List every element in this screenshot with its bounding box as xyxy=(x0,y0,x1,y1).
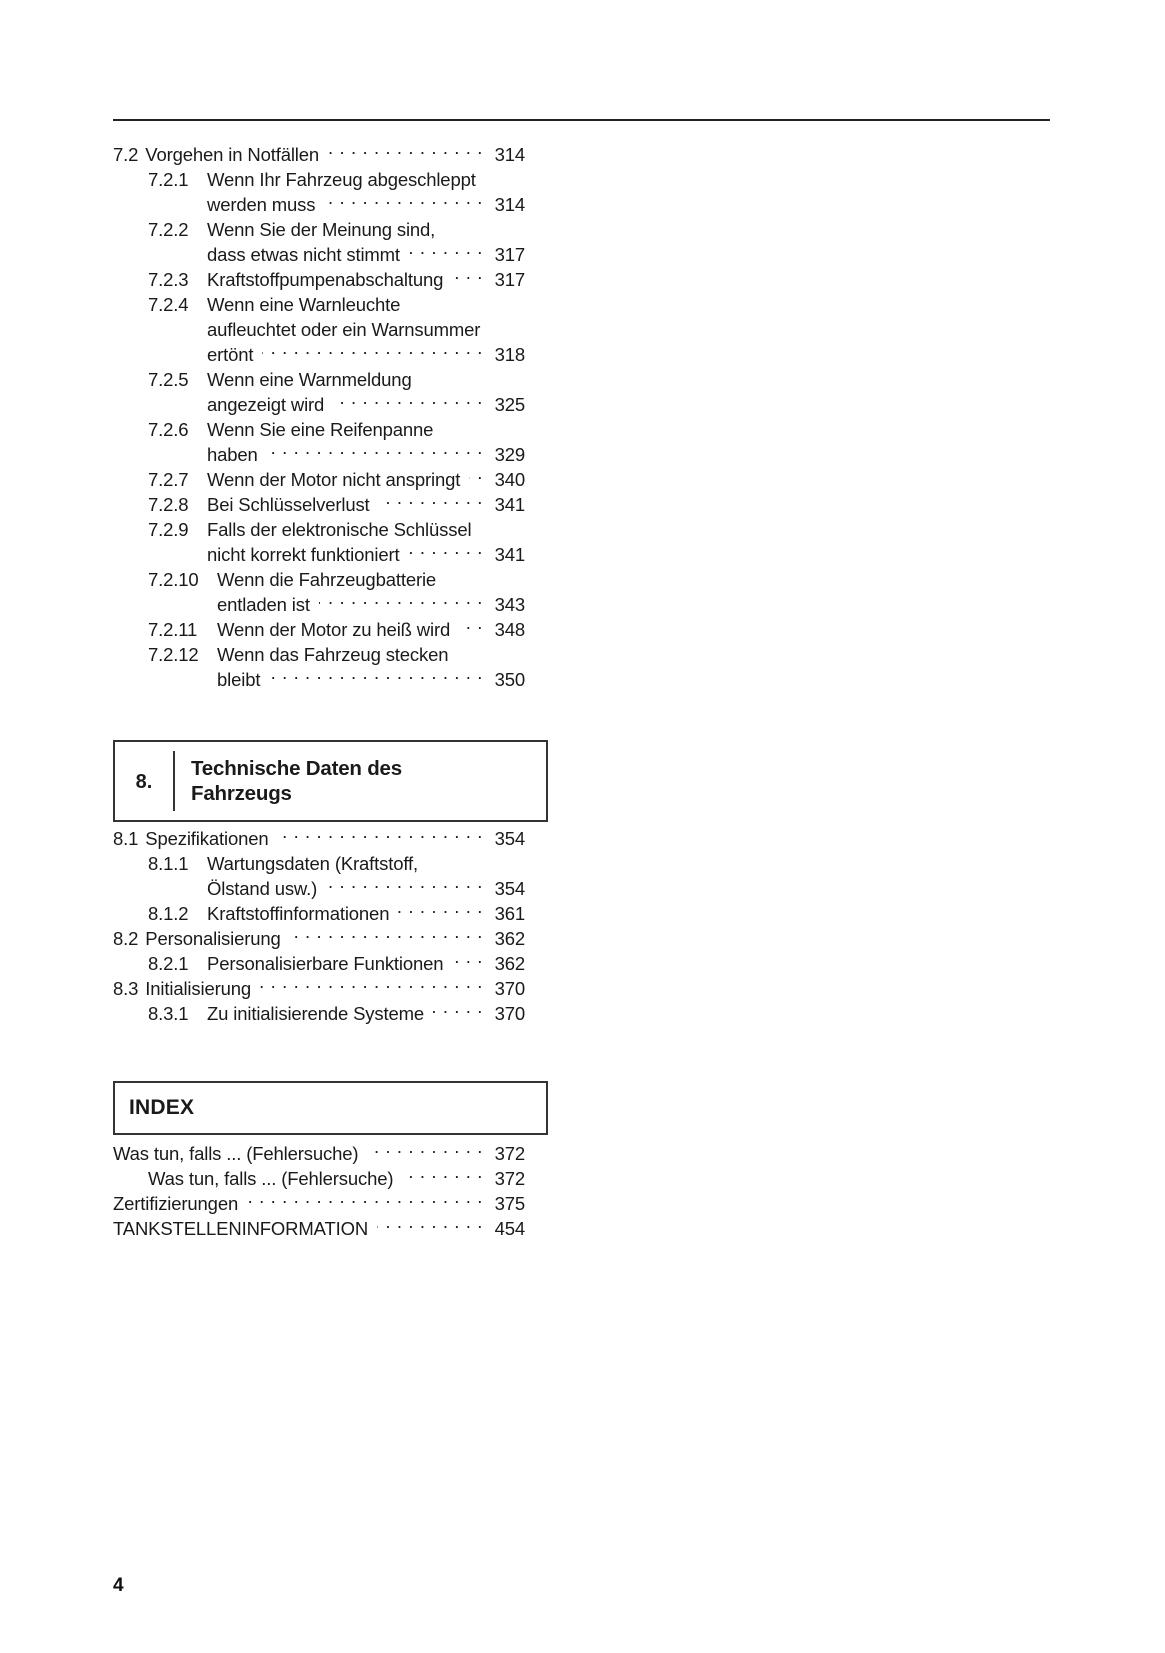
toc-title: Wenn Ihr Fahrzeug abgeschleppt xyxy=(207,169,476,190)
toc-title: Wenn das Fahrzeug stecken xyxy=(217,644,449,665)
toc-entry-continuation[interactable] xyxy=(113,242,525,267)
toc-entry[interactable] xyxy=(113,567,525,592)
toc-title: werden muss xyxy=(207,194,316,215)
toc-title: Wartungsdaten (Kraftstoff, xyxy=(207,853,419,874)
toc-entry[interactable] xyxy=(113,617,525,642)
toc-entry[interactable] xyxy=(113,167,525,192)
index-entry[interactable] xyxy=(113,1141,525,1166)
toc-number: 8.1.2 xyxy=(148,903,189,924)
index-entry-title: TANKSTELLENINFORMATION xyxy=(113,1218,369,1239)
dot-leader xyxy=(367,1142,483,1161)
dot-leader xyxy=(457,643,483,662)
dot-leader xyxy=(459,618,483,637)
dot-leader xyxy=(262,343,483,362)
index-entry-title: Was tun, falls ... (Fehlersuche) xyxy=(148,1168,394,1189)
toc-title: Spezifikationen xyxy=(145,828,269,849)
toc-entry[interactable] xyxy=(113,217,525,242)
toc-number: 7.2.5 xyxy=(148,369,189,390)
toc-entry[interactable] xyxy=(113,851,525,876)
toc-page: 341 xyxy=(494,494,525,515)
dot-leader xyxy=(402,1167,483,1186)
index-entry-page: 372 xyxy=(494,1143,525,1164)
toc-title: Vorgehen in Notfällen xyxy=(145,144,320,165)
toc-section-7 xyxy=(113,142,525,692)
chapter-header-box[interactable] xyxy=(113,740,548,822)
dot-leader xyxy=(260,977,483,996)
toc-page: 350 xyxy=(494,669,525,690)
index-entry-page: 375 xyxy=(494,1193,525,1214)
dot-leader xyxy=(290,927,483,946)
index-entry-title: Zertifizierungen xyxy=(113,1193,239,1214)
toc-entry[interactable] xyxy=(113,292,525,317)
toc-title: nicht korrekt funktioniert xyxy=(207,544,400,565)
toc-entry[interactable] xyxy=(113,517,525,542)
chapter-title-line-2: Fahrzeugs xyxy=(191,782,292,805)
toc-number: 8.1 xyxy=(113,828,139,849)
toc-entry[interactable] xyxy=(113,367,525,392)
toc-entry[interactable] xyxy=(113,976,525,1001)
dot-leader xyxy=(319,593,483,612)
toc-entry[interactable] xyxy=(113,267,525,292)
chapter-title xyxy=(175,742,546,820)
toc-title: Bei Schlüsselverlust xyxy=(207,494,370,515)
page-number: 4 xyxy=(113,1575,124,1596)
toc-entry[interactable] xyxy=(113,492,525,517)
toc-entry[interactable] xyxy=(113,926,525,951)
header-rule xyxy=(113,119,1050,121)
dot-leader xyxy=(409,243,483,262)
toc-number: 7.2 xyxy=(113,144,139,165)
dot-leader xyxy=(247,1192,483,1211)
toc-title: Initialisierung xyxy=(145,978,252,999)
dot-leader xyxy=(469,468,483,487)
toc-entry[interactable] xyxy=(113,901,525,926)
dot-leader xyxy=(398,902,483,921)
toc-number: 8.3.1 xyxy=(148,1003,189,1024)
dot-leader xyxy=(377,1217,483,1236)
dot-leader xyxy=(452,268,483,287)
index-entry-page: 372 xyxy=(494,1168,525,1189)
dot-leader xyxy=(445,568,483,587)
toc-title: Wenn eine Warnleuchte xyxy=(207,294,401,315)
toc-number: 8.3 xyxy=(113,978,139,999)
dot-leader xyxy=(278,827,483,846)
toc-entry[interactable] xyxy=(113,417,525,442)
toc-title: Kraftstoffinformationen xyxy=(207,903,390,924)
toc-title: aufleuchtet oder ein Warnsummer xyxy=(207,319,481,340)
toc-page: 348 xyxy=(494,619,525,640)
toc-number: 7.2.12 xyxy=(148,644,199,665)
toc-number: 7.2.11 xyxy=(148,619,198,640)
dot-leader xyxy=(427,852,483,871)
toc-entry[interactable] xyxy=(113,826,525,851)
toc-title: ertönt xyxy=(207,344,254,365)
toc-title: Wenn eine Warnmeldung xyxy=(207,369,412,390)
toc-title: Personalisierung xyxy=(145,928,281,949)
toc-entry-continuation[interactable] xyxy=(113,192,525,217)
toc-title: Wenn der Motor nicht anspringt xyxy=(207,469,461,490)
dot-leader xyxy=(444,218,483,237)
toc-entry-continuation[interactable] xyxy=(113,342,525,367)
toc-entry[interactable] xyxy=(113,642,525,667)
toc-entry[interactable] xyxy=(113,951,525,976)
index-entry[interactable] xyxy=(113,1191,525,1216)
dot-leader xyxy=(480,518,483,537)
toc-title: bleibt xyxy=(217,669,261,690)
toc-entry-continuation[interactable] xyxy=(113,667,525,692)
index-entry[interactable] xyxy=(113,1166,525,1191)
toc-entry-continuation[interactable] xyxy=(113,592,525,617)
toc-number: 7.2.2 xyxy=(148,219,189,240)
dot-leader xyxy=(421,368,483,387)
toc-title: Zu initialisierende Systeme xyxy=(207,1003,425,1024)
toc-title: Wenn Sie eine Reifenpanne xyxy=(207,419,434,440)
dot-leader xyxy=(324,193,483,212)
toc-title: Wenn Sie der Meinung sind, xyxy=(207,219,436,240)
index-title: INDEX xyxy=(129,1096,195,1119)
dot-leader xyxy=(269,668,483,687)
toc-number: 7.2.1 xyxy=(148,169,189,190)
toc-number: 7.2.6 xyxy=(148,419,189,440)
toc-title: Wenn der Motor zu heiß wird xyxy=(217,619,451,640)
toc-number: 7.2.3 xyxy=(148,269,189,290)
dot-leader xyxy=(333,393,483,412)
toc-page: 329 xyxy=(494,444,525,465)
toc-title: haben xyxy=(207,444,258,465)
toc-entry-continuation[interactable] xyxy=(113,876,525,901)
toc-title: Ölstand usw.) xyxy=(207,878,318,899)
toc-title: Personalisierbare Funktionen xyxy=(207,953,444,974)
toc-number: 7.2.4 xyxy=(148,294,189,315)
toc-page: 370 xyxy=(494,978,525,999)
toc-title: Kraftstoffpumpenabschaltung xyxy=(207,269,444,290)
toc-number: 7.2.10 xyxy=(148,569,199,590)
toc-page: 362 xyxy=(494,953,525,974)
toc-page: 341 xyxy=(494,544,525,565)
dot-leader xyxy=(326,877,483,896)
toc-section-8 xyxy=(113,826,525,1026)
toc-entry-continuation[interactable] xyxy=(113,542,525,567)
toc-number: 7.2.8 xyxy=(148,494,189,515)
toc-number: 7.2.7 xyxy=(148,469,189,490)
index-header-box[interactable] xyxy=(113,1081,548,1135)
index-entry-page: 454 xyxy=(494,1218,525,1239)
chapter-number: 8. xyxy=(135,770,153,793)
toc-page: 354 xyxy=(494,878,525,899)
toc-number: 8.2 xyxy=(113,928,139,949)
dot-leader xyxy=(328,143,483,162)
toc-title: angezeigt wird xyxy=(207,394,325,415)
toc-number: 8.2.1 xyxy=(148,953,189,974)
toc-page: 318 xyxy=(494,344,525,365)
dot-leader xyxy=(409,543,484,562)
toc-page: 354 xyxy=(494,828,525,849)
chapter-title-line-1: Technische Daten des xyxy=(191,757,402,780)
toc-page: 317 xyxy=(494,244,525,265)
toc-entry[interactable] xyxy=(113,142,525,167)
toc-page: 362 xyxy=(494,928,525,949)
toc-title: entladen ist xyxy=(217,594,310,615)
dot-leader xyxy=(267,443,483,462)
toc-page: 314 xyxy=(494,194,525,215)
dot-leader xyxy=(379,493,483,512)
toc-entry[interactable] xyxy=(113,1001,525,1026)
toc-page: 325 xyxy=(494,394,525,415)
toc-page: 340 xyxy=(494,469,525,490)
toc-entry[interactable] xyxy=(113,467,525,492)
toc-page: 314 xyxy=(494,144,525,165)
toc-title: dass etwas nicht stimmt xyxy=(207,244,400,265)
index-entries xyxy=(113,1141,525,1241)
toc-page: 343 xyxy=(494,594,525,615)
toc-page: 317 xyxy=(494,269,525,290)
dot-leader xyxy=(409,293,483,312)
dot-leader xyxy=(442,418,483,437)
dot-leader xyxy=(452,952,483,971)
toc-number: 8.1.1 xyxy=(148,853,189,874)
toc-number: 7.2.9 xyxy=(148,519,189,540)
toc-page: 370 xyxy=(494,1003,525,1024)
index-entry-title: Was tun, falls ... (Fehlersuche) xyxy=(113,1143,359,1164)
toc-entry-continuation[interactable] xyxy=(113,317,525,342)
toc-entry-continuation[interactable] xyxy=(113,442,525,467)
toc-title: Falls der elektronische Schlüssel xyxy=(207,519,472,540)
toc-page: 361 xyxy=(494,903,525,924)
toc-entry-continuation[interactable] xyxy=(113,392,525,417)
toc-title: Wenn die Fahrzeugbatterie xyxy=(217,569,437,590)
dot-leader xyxy=(433,1002,483,1021)
index-entry[interactable] xyxy=(113,1216,525,1241)
